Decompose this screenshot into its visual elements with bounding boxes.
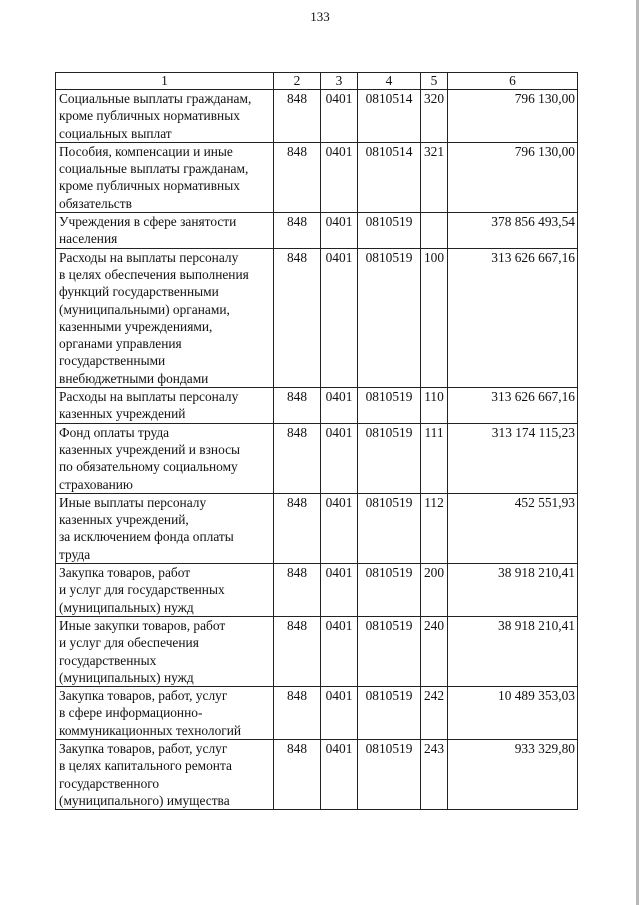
budget-table bbox=[55, 72, 578, 810]
section-code: 0401 bbox=[321, 423, 358, 493]
table-row bbox=[56, 90, 578, 143]
target-code: 0810519 bbox=[358, 564, 421, 617]
table-row bbox=[56, 248, 578, 387]
amount: 313 626 667,16 bbox=[448, 248, 578, 387]
ministry-code: 848 bbox=[274, 142, 321, 212]
ministry-code: 848 bbox=[274, 423, 321, 493]
ministry-code: 848 bbox=[274, 687, 321, 740]
target-code: 0810519 bbox=[358, 739, 421, 809]
column-header: 5 bbox=[421, 73, 448, 90]
table-row bbox=[56, 493, 578, 563]
section-code: 0401 bbox=[321, 739, 358, 809]
section-code: 0401 bbox=[321, 90, 358, 143]
amount: 38 918 210,41 bbox=[448, 616, 578, 686]
amount: 796 130,00 bbox=[448, 142, 578, 212]
row-name: Закупка товаров, работ, услуг в сфере информационно- коммуникационных технологий bbox=[56, 687, 274, 740]
target-code: 0810519 bbox=[358, 687, 421, 740]
amount: 452 551,93 bbox=[448, 493, 578, 563]
row-name: Учреждения в сфере занятости населения bbox=[56, 213, 274, 249]
target-code: 0810514 bbox=[358, 90, 421, 143]
section-code: 0401 bbox=[321, 493, 358, 563]
ministry-code: 848 bbox=[274, 739, 321, 809]
target-code: 0810519 bbox=[358, 493, 421, 563]
target-code: 0810519 bbox=[358, 423, 421, 493]
expense-type-code: 200 bbox=[421, 564, 448, 617]
ministry-code: 848 bbox=[274, 493, 321, 563]
amount: 313 174 115,23 bbox=[448, 423, 578, 493]
expense-type-code bbox=[421, 213, 448, 249]
section-code: 0401 bbox=[321, 388, 358, 424]
table-row bbox=[56, 142, 578, 212]
ministry-code: 848 bbox=[274, 616, 321, 686]
section-code: 0401 bbox=[321, 687, 358, 740]
ministry-code: 848 bbox=[274, 564, 321, 617]
header-row bbox=[56, 73, 578, 90]
section-code: 0401 bbox=[321, 248, 358, 387]
row-name: Иные закупки товаров, работ и услуг для обеспечения государственных (муниципальных) нужд bbox=[56, 616, 274, 686]
column-header: 6 bbox=[448, 73, 578, 90]
expense-type-code: 112 bbox=[421, 493, 448, 563]
section-code: 0401 bbox=[321, 142, 358, 212]
row-name: Расходы на выплаты персоналу казенных учреждений bbox=[56, 388, 274, 424]
column-header: 2 bbox=[274, 73, 321, 90]
target-code: 0810519 bbox=[358, 248, 421, 387]
row-name: Пособия, компенсации и иные социальные выплаты гражданам, кроме публичных нормативных обязательств bbox=[56, 142, 274, 212]
row-name: Иные выплаты персоналу казенных учреждений, за исключением фонда оплаты труда bbox=[56, 493, 274, 563]
expense-type-code: 240 bbox=[421, 616, 448, 686]
expense-type-code: 111 bbox=[421, 423, 448, 493]
table-row bbox=[56, 739, 578, 809]
expense-type-code: 100 bbox=[421, 248, 448, 387]
scan-edge-line bbox=[636, 0, 639, 905]
expense-type-code: 110 bbox=[421, 388, 448, 424]
row-name: Закупка товаров, работ и услуг для государственных (муниципальных) нужд bbox=[56, 564, 274, 617]
amount: 10 489 353,03 bbox=[448, 687, 578, 740]
ministry-code: 848 bbox=[274, 248, 321, 387]
row-name: Социальные выплаты гражданам, кроме публичных нормативных социальных выплат bbox=[56, 90, 274, 143]
amount: 38 918 210,41 bbox=[448, 564, 578, 617]
column-header: 4 bbox=[358, 73, 421, 90]
row-name: Закупка товаров, работ, услуг в целях капитального ремонта государственного (муниципального) имущества bbox=[56, 739, 274, 809]
target-code: 0810519 bbox=[358, 616, 421, 686]
target-code: 0810519 bbox=[358, 388, 421, 424]
amount: 313 626 667,16 bbox=[448, 388, 578, 424]
table-row bbox=[56, 423, 578, 493]
amount: 378 856 493,54 bbox=[448, 213, 578, 249]
table-row bbox=[56, 687, 578, 740]
table-row bbox=[56, 564, 578, 617]
row-name: Фонд оплаты труда казенных учреждений и взносы по обязательному социальному страхованию bbox=[56, 423, 274, 493]
amount: 796 130,00 bbox=[448, 90, 578, 143]
page-number: 133 bbox=[310, 9, 330, 24]
section-code: 0401 bbox=[321, 564, 358, 617]
column-header: 3 bbox=[321, 73, 358, 90]
table-row bbox=[56, 616, 578, 686]
section-code: 0401 bbox=[321, 616, 358, 686]
row-name: Расходы на выплаты персоналу в целях обеспечения выполнения функций государственными (муниципальными) органами, казенными учреждениями, органами управления государственными внебюджетными фондами bbox=[56, 248, 274, 387]
ministry-code: 848 bbox=[274, 388, 321, 424]
expense-type-code: 320 bbox=[421, 90, 448, 143]
ministry-code: 848 bbox=[274, 90, 321, 143]
expense-type-code: 321 bbox=[421, 142, 448, 212]
target-code: 0810519 bbox=[358, 213, 421, 249]
amount: 933 329,80 bbox=[448, 739, 578, 809]
column-header: 1 bbox=[56, 73, 274, 90]
ministry-code: 848 bbox=[274, 213, 321, 249]
expense-type-code: 242 bbox=[421, 687, 448, 740]
section-code: 0401 bbox=[321, 213, 358, 249]
table-row bbox=[56, 213, 578, 249]
expense-type-code: 243 bbox=[421, 739, 448, 809]
table-row bbox=[56, 388, 578, 424]
target-code: 0810514 bbox=[358, 142, 421, 212]
